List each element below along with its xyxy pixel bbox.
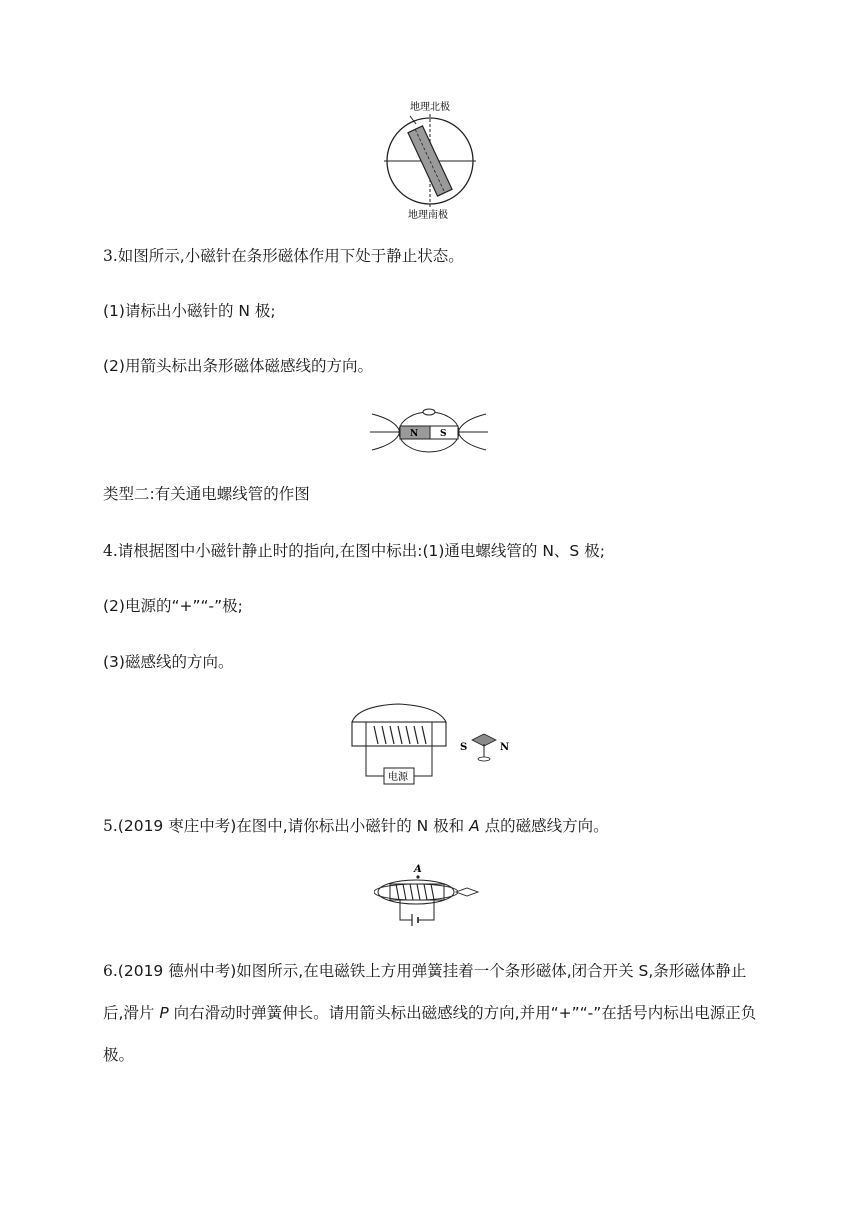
solenoid-power-figure — [348, 700, 518, 790]
question-6-line-1: 6.(2019 德州中考)如图所示,在电磁铁上方用弹簧挂着一个条形磁体,闭合开关 S,条形磁体静止 — [103, 962, 747, 980]
question-3-part-1: (1)请标出小磁针的 N 极; — [103, 302, 276, 320]
solenoid-point-a-figure — [374, 862, 484, 934]
magnet-n-label: N — [410, 429, 419, 439]
point-a-label: A — [414, 864, 422, 875]
question-5: 5.(2019 枣庄中考)在图中,请你标出小磁针的 N 极和 A 点的磁感线方向。 — [103, 817, 609, 835]
globe-figure — [380, 98, 480, 222]
question-4-part-3: (3)磁感线的方向。 — [103, 653, 234, 671]
question-6-line-3: 极。 — [103, 1046, 135, 1064]
question-6-line-2: 后,滑片 P 向右滑动时弹簧伸长。请用箭头标出磁感线的方向,并用“+”“-”在括号内标出电源正负 — [103, 1004, 757, 1022]
question-4-part-2: (2)电源的“+”“-”极; — [103, 597, 243, 615]
geographic-south-label: 地理南极 — [408, 210, 448, 221]
power-supply-label: 电源 — [388, 772, 408, 783]
question-3: 3.如图所示,小磁针在条形磁体作用下处于静止状态。 — [103, 247, 464, 265]
magnet-s-label: S — [440, 429, 447, 439]
question-3-part-2: (2)用箭头标出条形磁体磁感线的方向。 — [103, 357, 373, 375]
question-4: 4.请根据图中小磁针静止时的指向,在图中标出:(1)通电螺线管的 N、S 极; — [103, 542, 605, 560]
type-2-heading: 类型二:有关通电螺线管的作图 — [103, 485, 310, 503]
needle-s-label: S — [460, 742, 468, 753]
needle-n-label: N — [500, 742, 510, 753]
geographic-north-label: 地理北极 — [410, 102, 450, 113]
bar-magnet-figure — [366, 404, 492, 460]
